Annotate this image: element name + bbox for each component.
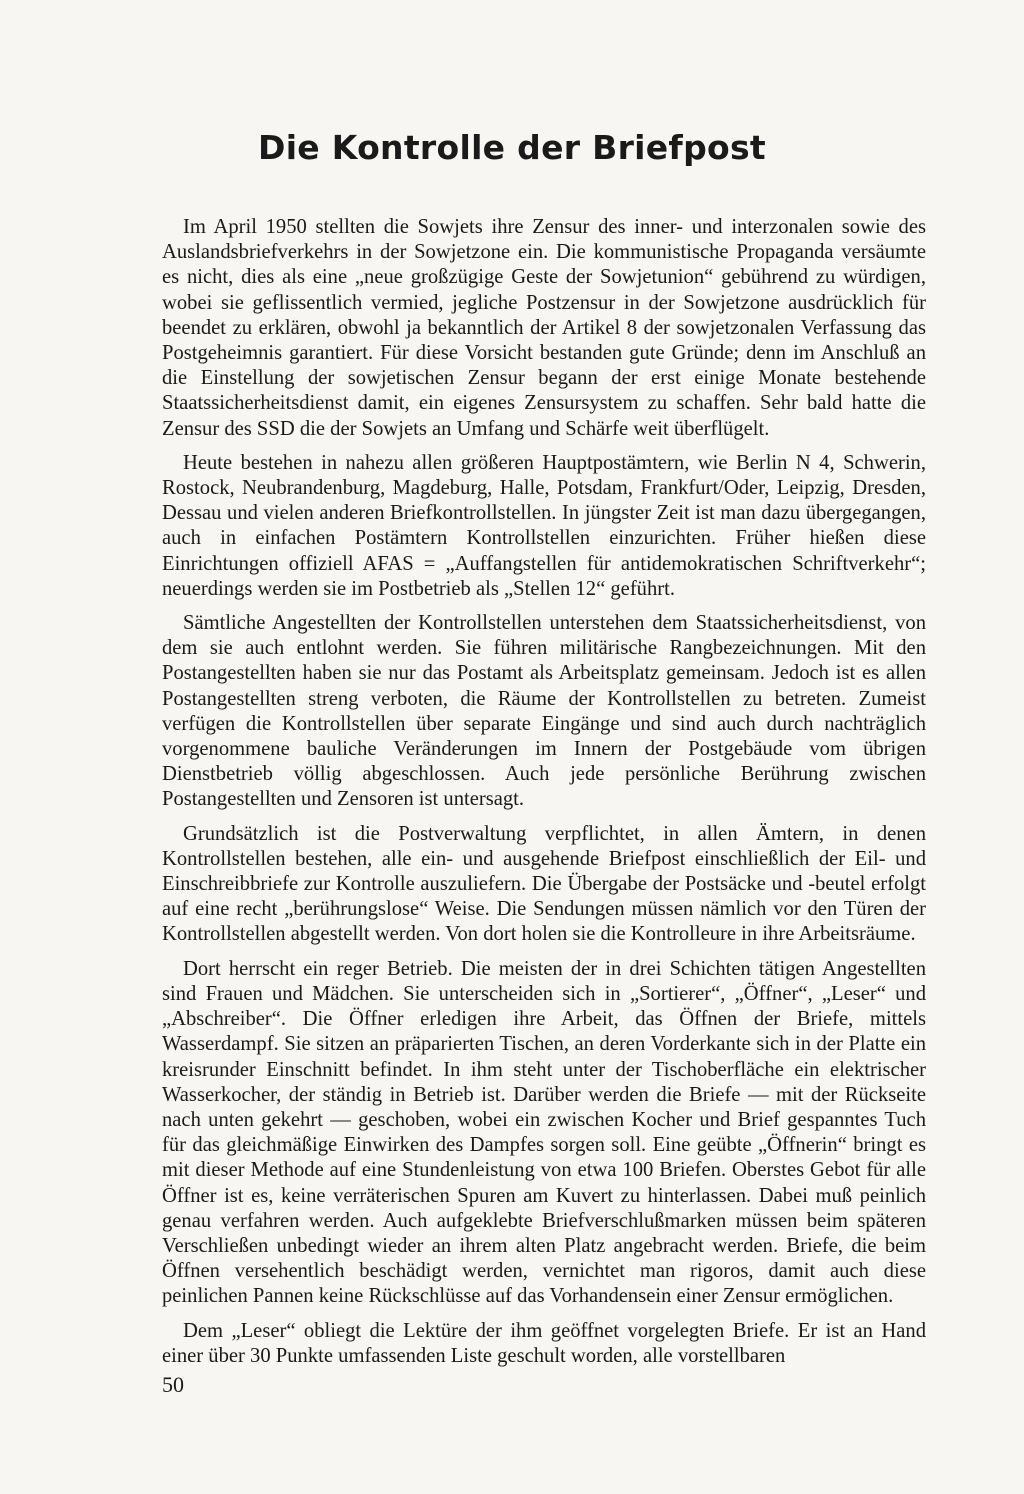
- article-body: [162, 215, 926, 1378]
- page-number: 50: [162, 1372, 184, 1397]
- paragraph: Dort herrscht ein reger Betrieb. Die meisten der in drei Schichten tätigen Angestellten sind Frauen und Mädchen. Sie unterscheiden sich in „Sortierer“, „Öffner“, „Leser“ und „Abschreiber“. Die Öffner erledigen ihre Arbeit, das Öffnen der Briefe, mittels Wasserdampf. Sie sitzen an präparierten Tischen, an deren Vorderkante sich in der Platte ein kreisrunder Einschnitt befindet. In ihm steht unter der Tischoberfläche ein elektrischer Wasserkocher, der ständig in Betrieb ist. Darüber werden die Briefe — mit der Rückseite nach unten gekehrt — geschoben, wobei ein zwischen Kocher und Brief gespanntes Tuch für das gleichmäßige Einwirken des Dampfes sorgen soll. Eine geübte „Öffnerin“ bringt es mit dieser Methode auf eine Stundenleistung von etwa 100 Briefen. Oberstes Gebot für alle Öffner ist es, keine verräterischen Spuren am Kuvert zu hinterlassen. Dabei muß peinlich genau verfahren werden. Auch aufgeklebte Briefverschlußmarken müssen beim späteren Verschließen unbedingt wieder an ihrem alten Platz angebracht werden. Briefe, die beim Öffnen versehentlich beschädigt werden, vernichtet man rigoros, damit auch diese peinlichen Pannen keine Rückschlüsse auf das Vorhandensein einer Zensur ermöglichen.: [162, 957, 926, 1308]
- page-title: Die Kontrolle der Briefpost: [258, 128, 766, 167]
- paragraph: Grundsätzlich ist die Postverwaltung verpflichtet, in allen Ämtern, in denen Kontrollstellen bestehen, alle ein- und ausgehende Briefpost einschließlich der Eil- und Einschreibbriefe zur Kontrolle auszuliefern. Die Übergabe der Postsäcke und -beutel erfolgt auf eine recht „berührungslose“ Weise. Die Sendungen müssen nämlich vor den Türen der Kontrollstellen abgestellt werden. Von dort holen sie die Kontrolleure in ihre Arbeitsräume.: [162, 822, 926, 946]
- paragraph: Heute bestehen in nahezu allen größeren Hauptpostämtern, wie Berlin N 4, Schwerin, Rostock, Neubrandenburg, Magdeburg, Halle, Potsdam, Frankfurt/Oder, Leipzig, Dresden, Dessau und vielen anderen Briefkontrollstellen. In jüngster Zeit ist man dazu übergegangen, auch in einfachen Postämtern Kontrollstellen einzurichten. Früher hießen diese Einrichtungen offiziell AFAS = „Auffangstellen für antidemokratischen Schriftverkehr“; neuerdings werden sie im Postbetrieb als „Stellen 12“ geführt.: [162, 451, 926, 600]
- paragraph: Im April 1950 stellten die Sowjets ihre Zensur des inner- und interzonalen sowie des Auslandsbriefverkehrs in der Sowjetzone ein. Die kommunistische Propaganda versäumte es nicht, dies als eine „neue großzügige Geste der Sowjetunion“ gebührend zu würdigen, wobei sie geflissentlich vermied, jegliche Postzensur in der Sowjetzone ausdrücklich für beendet zu erklären, obwohl ja bekanntlich der Artikel 8 der sowjetzonalen Verfassung das Postgeheimnis garantiert. Für diese Vorsicht bestanden gute Gründe; denn im Anschluß an die Einstellung der sowjetischen Zensur begann der erst einige Monate bestehende Staatssicherheitsdienst damit, ein eigenes Zensursystem zu schaffen. Sehr bald hatte die Zensur des SSD die der Sowjets an Umfang und Schärfe weit überflügelt.: [162, 216, 926, 440]
- paragraph: Sämtliche Angestellten der Kontrollstellen unterstehen dem Staatssicherheitsdienst, von dem sie auch entlohnt werden. Sie führen militärische Rangbezeichnungen. Mit den Postangestellten haben sie nur das Postamt als Arbeitsplatz gemeinsam. Jedoch ist es allen Postangestellten streng verboten, die Räume der Kontrollstellen zu betreten. Zumeist verfügen die Kontrollstellen über separate Eingänge und sind auch durch nachträglich vorgenommene bauliche Veränderungen im Innern der Postgebäude vom übrigen Dienstbetrieb völlig abgeschlossen. Auch jede persönliche Berührung zwischen Postangestellten und Zensoren ist untersagt.: [162, 612, 926, 811]
- paragraph: Dem „Leser“ obliegt die Lektüre der ihm geöffnet vorgelegten Briefe. Er ist an Hand einer über 30 Punkte umfassenden Liste geschult worden, alle vorstellbaren: [162, 1319, 926, 1367]
